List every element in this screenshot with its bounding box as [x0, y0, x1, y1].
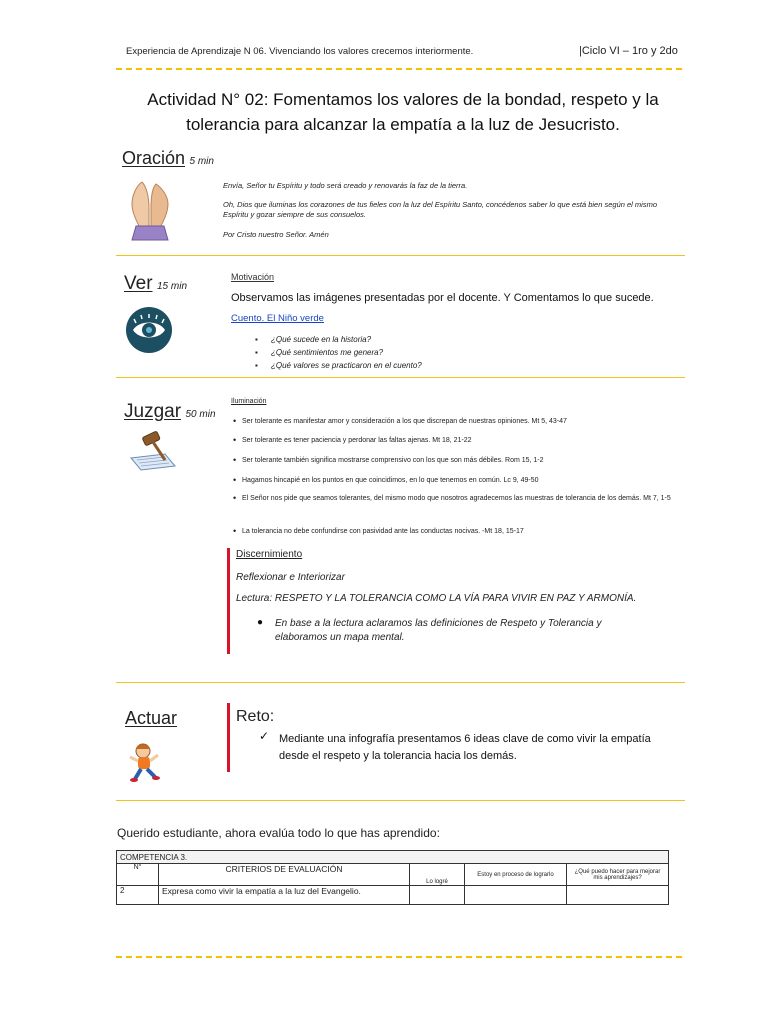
ver-text: Observamos las imágenes presentadas por el docente. Y Comentamos lo que sucede. [231, 292, 654, 304]
iluminacion-item: • Ser tolerante es manifestar amor y consideración a los que discrepan de nuestras opiniones. Mt 5, 43-47 [242, 417, 672, 426]
reto-title: Reto: [236, 708, 275, 725]
oracion-line-2: Oh, Dios que iluminas los corazones de tus fieles con la luz del Espíritu Santo, concédenos saber lo que está bien según el mismo Espíritu y gozar siempre de sus consuelos. [223, 200, 657, 219]
competencia-cell: COMPETENCIA 3. [117, 851, 669, 864]
checkmark-icon: ✓ [259, 729, 270, 743]
iluminacion-item: • Ser tolerante también significa mostrarse comprensivo con los que son más débiles. Rom 15, 1-2 [242, 456, 672, 465]
bullet-dot-icon: ● [257, 617, 264, 628]
header-cell: Lo logré [410, 864, 465, 886]
eye-icon [125, 306, 173, 354]
running-boy-icon [125, 741, 167, 783]
footer-divider [116, 956, 682, 958]
oracion-heading [122, 148, 214, 169]
juzgar-heading [124, 401, 216, 423]
header-right: |Ciclo VI – 1ro y 2do [579, 45, 678, 57]
gavel-icon [125, 428, 181, 474]
oracion-line-3: Por Cristo nuestro Señor. Amén [223, 230, 329, 239]
row-criterio: Expresa como vivir la empatía a la luz del Evangelio. [159, 886, 410, 905]
section-divider-4 [116, 800, 685, 801]
ver-subtitle: Motivación [231, 272, 275, 282]
ver-questions [271, 335, 422, 374]
cuento-link[interactable]: Cuento. El Niño verde [231, 313, 324, 324]
discernimiento-bullet: En base a la lectura aclaramos las definiciones de Respeto y Tolerancia y elaboramos un mapa mental. [275, 618, 602, 643]
question-item: ▪ ¿Qué valores se practicaron en el cuento? [271, 361, 422, 374]
header-cell: ¿Qué puedo hacer para mejorar mis aprendizajes? [567, 864, 669, 886]
iluminacion-item: • El Señor nos pide que seamos tolerantes, del mismo modo que nosotros agradecemos las muestras de tolerancia de los demás. Mt 7, 1-5 [242, 494, 672, 503]
discernimiento-line-2: Lectura: RESPETO Y LA TOLERANCIA COMO LA VÍA PARA VIVIR EN PAZ Y ARMONÍA. [236, 593, 637, 604]
eval-intro: Querido estudiante, ahora evalúa todo lo que has aprendido: [117, 826, 440, 840]
iluminacion-item: • La tolerancia no debe confundirse con pasividad ante las conductas nocivas. -Mt 18, 15-17 [242, 527, 672, 536]
table-row [117, 851, 669, 864]
oracion-label: Oración [122, 148, 186, 168]
row-number: 2 [117, 886, 159, 905]
header-cell: CRITERIOS DE EVALUACIÓN [159, 864, 410, 886]
discernimiento-title: Discernimiento [236, 549, 303, 560]
juzgar-subtitle: Iluminación [231, 398, 267, 405]
juzgar-label: Juzgar [124, 401, 182, 422]
section-divider-2 [116, 377, 685, 378]
section-divider-1 [116, 255, 685, 256]
lo-logre-cell[interactable] [410, 886, 465, 905]
header-left: Experiencia de Aprendizaje N 06. Vivenciando los valores crecemos interiormente. [126, 46, 474, 57]
table-row [117, 864, 669, 886]
discernimiento-red-bar [227, 548, 230, 654]
oracion-time: 5 min [189, 156, 214, 167]
iluminacion-item: • Hagamos hincapié en los puntos en que coincidimos, en lo que tenemos en común. Lc 9, 49-50 [242, 476, 672, 485]
juzgar-time: 50 min [185, 409, 216, 420]
ver-heading [124, 273, 187, 295]
section-divider-3 [116, 682, 685, 683]
iluminacion-item: • Ser tolerante es tener paciencia y perdonar las faltas ajenas. Mt 18, 21-22 [242, 436, 672, 445]
actuar-label: Actuar [125, 708, 178, 728]
page-title: Actividad N° 02: Fomentamos los valores de la bondad, respeto y la tolerancia para alcanzar la empatía a la luz de Jesucristo. [147, 90, 659, 134]
ver-label: Ver [124, 273, 153, 294]
evaluation-table [116, 850, 669, 905]
header-cell: Estoy en proceso de lograrlo [465, 864, 567, 886]
actuar-red-bar [227, 703, 230, 772]
header-cell: N° [117, 864, 159, 886]
mejorar-cell[interactable] [567, 886, 669, 905]
discernimiento-line-1: Reflexionar e Interiorizar [236, 572, 345, 583]
question-item: ▪ ¿Qué sucede en la historia? [271, 335, 422, 348]
table-row [117, 886, 669, 905]
praying-hands-icon [122, 178, 180, 242]
question-item: ▪ ¿Qué sentimientos me genera? [271, 348, 422, 361]
actuar-text: Mediante una infografía presentamos 6 ideas clave de como vivir la empatía desde el respeto y la tolerancia hacia los demás. [279, 733, 651, 762]
en-proceso-cell[interactable] [465, 886, 567, 905]
header-divider [116, 68, 682, 70]
ver-time: 15 min [156, 281, 187, 292]
oracion-line-1: Envía, Señor tu Espíritu y todo será creado y renovarás la faz de la tierra. [223, 181, 468, 190]
